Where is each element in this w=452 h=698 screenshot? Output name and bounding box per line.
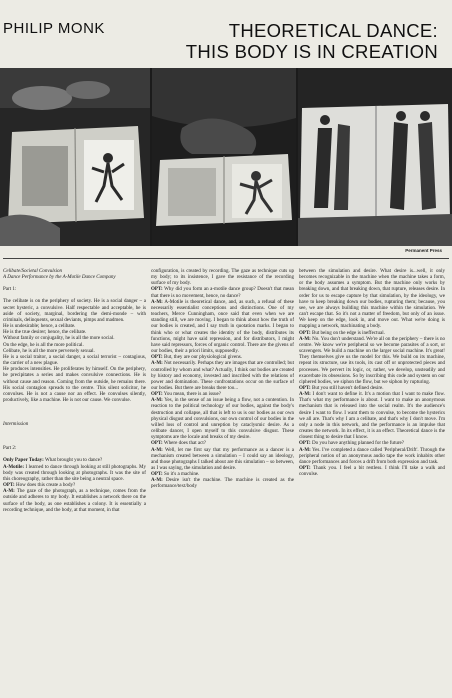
speaker-label: A-M:	[3, 488, 15, 495]
article-subtitle: Celibate/Societal Convulsion	[3, 268, 63, 274]
title-line-1: THEORETICAL DANCE:	[228, 20, 438, 41]
speaker-text: What brought you to dance?	[43, 457, 103, 464]
divider-rule	[3, 258, 449, 259]
photo-book-dancers-3	[298, 68, 452, 246]
body-paragraph: He is the true desirer; hence, the celibate.	[3, 329, 87, 336]
speaker-label: OPT:	[299, 465, 311, 471]
interview-exchange	[299, 336, 445, 385]
paragraph-gap	[3, 427, 146, 445]
photo-credit: Permanent Press	[405, 248, 442, 253]
speaker-label: OPT:	[151, 471, 163, 478]
speaker-label: A-M:	[151, 360, 163, 367]
speaker-label: A-M:	[299, 391, 311, 398]
speaker-text: But, they are our physiological givens.	[162, 354, 243, 361]
speaker-text: A-Motile is theoretical dance, and, as such, a refusal of these necessarily essentialist conceptions and distinctions. One of my teachers, Merce Cunningham, once said that even when we are standing still, we are moving. I began to think about how the truth of our bodies is created, and I say truth in quotation marks. I began to think who or what creates the identity of the body, distributes its functions, might have said repression, and for distributors, I might have said repressors, forces of organic control. There are the givens of our bodies, their a priori limits, supposedly.	[151, 298, 294, 355]
title-line-2: THIS BODY IS IN CREATION	[185, 41, 438, 62]
section-heading: Intermission	[3, 421, 29, 428]
paragraph-gap	[3, 403, 146, 421]
speaker-text: You mean, there is an issue?	[162, 391, 221, 398]
speaker-label: A-M:	[151, 446, 163, 453]
interview-exchange	[151, 286, 294, 298]
interview-exchange	[151, 447, 294, 472]
body-paragraph: Part 1:	[3, 286, 17, 293]
interview-exchange	[151, 360, 294, 391]
article-column-3	[299, 268, 445, 694]
body-paragraph: between the simulation and desire. What desire is...well, it only becomes recognizable in the machine when the machine takes a form, or the body assumes a symptom. But the machine only works by breaking down, and that breaking down, that rupture, releases desire. In order for us to escape capture by that simulation, by the ideology, we have to keep breaking down our bodies, rupturing them; because, you see, we are always building this machine within the simulation. We can't escape that. So it's not a matter of freedom, but only of an issue. We keep on the edge, look in, and move out. What we're doing is mapping a network, machinating a body.	[299, 268, 445, 330]
body-paragraph: He is undesirable; hence, a celibate.	[3, 323, 76, 330]
body-paragraph: He is a social traitor, a social danger, a social terrorist – contagious, the carrier of a new plague.	[3, 353, 146, 367]
speaker-label: OPT:	[151, 391, 163, 398]
speaker-text: I learned to dance through looking at still photographs. My body was created through looking at photographs. It was the site of this choreography, rather than the site being a neutral space.	[3, 463, 146, 482]
article-column-1	[3, 268, 146, 694]
speaker-text: Where does that act?	[162, 440, 207, 447]
interview-exchange	[299, 391, 445, 440]
speaker-label: A-M:	[151, 298, 163, 305]
speaker-text: Desire isn't the machine. The machine is created as the performance/text/body	[151, 477, 294, 490]
speaker-label: A-Motile:	[3, 463, 25, 470]
speaker-text: The gaze of the photograph, as a technique, comes from the outside and adheres to my body. It establishes a network there on the surface of the body, as one establishes a colony. It is essentially a recording technique, and the body, at that moment, in that	[3, 488, 146, 513]
article-subtitle: A Dance Performance by the A-Motile Dance Company	[3, 274, 116, 281]
speaker-label: A-M:	[299, 335, 311, 342]
body-paragraph: configuration, is created by recording. The gaze as technique cuts up my body; to its insistence, I gave the resistance of the recording surface of my body.	[151, 268, 294, 287]
article-title	[178, 20, 438, 62]
photo-strip	[0, 68, 452, 246]
speaker-text: Do you have anything planned for the future?	[310, 440, 405, 447]
speaker-label: OPT:	[299, 384, 311, 391]
interview-exchange	[3, 464, 146, 482]
body-paragraph: Celibate, he is all the more perversely sexual.	[3, 347, 95, 354]
speaker-text: Not necessarily. Perhaps they are images that are controlled; but controlled by whom and what? Actually, I think our bodies are created by history and economy, invested and inscribed with the relations of power and domination. These confrontations occur on the surface of our bodies. But there are breaks there too...	[151, 360, 294, 391]
speaker-label: A-M:	[151, 477, 163, 484]
photo-book-dancer-1	[0, 68, 150, 246]
speaker-label: A-M:	[299, 446, 311, 453]
body-paragraph: The celibate is on the periphery of society. He is a social danger – a secret hysteric, a convulsive. Half respectable and acceptable, he is aside of society, marginal, bordering the demi-monde – with criminals, delinquents, sexual deviants, pimps and madmen.	[3, 298, 146, 323]
interview-exchange	[151, 397, 294, 440]
photo-book-dancer-2	[152, 68, 296, 246]
interview-exchange	[299, 465, 445, 477]
interview-exchange	[3, 488, 146, 513]
speaker-text: Well, let me first say that my performance as a dancer is a mechanism created between a simulation – I could say an ideology, and those photographs I talked about are this simulation – so between, as I was saying, the simulation and desire.	[151, 446, 294, 471]
speaker-text: No. You don't understand. We're all on the periphery – there is no centre. We know we're peripheral so we become parasites of a sort, or scavengers. We build a machine on the larger social machine. It's great! They themselves give us the model for this. We build on its machine, repeat its structure, use its tools, its cast off or unprotected pieces and processes. We pervert its logic, or, rather, we develop, unsteadily and exacerbate its obsessions. So by inscribing this code and system on our ciphered bodies, we siphon the flow, but we siphon by rupturing.	[299, 335, 445, 385]
body-paragraph: Without family or conjugality, he is all the more social.	[3, 335, 115, 342]
speaker-text: How does this create a body?	[14, 482, 76, 489]
speaker-label: OPT:	[3, 482, 15, 489]
speaker-text: Yes, in the sense of an issue being a flow, not a contention. In reaction to the political technology of our bodies, against the body's destruction and collapse, all that is left to us is our bodies as our own physical disgust and convulsions, our own control of our bodies in the willed loss of control and unreption by cataclysmic desire. As a celibate dancer, I open myself to this convulsive disgust. These symptoms are the locale and breaks of my desire.	[151, 397, 294, 441]
speaker-text: But you still haven't defined desire.	[310, 384, 384, 391]
speaker-label: OPT:	[151, 354, 163, 361]
speaker-label: OPT:	[151, 286, 163, 293]
speaker-label: Only Paper Today:	[3, 457, 44, 464]
speaker-label: OPT:	[299, 440, 311, 447]
speaker-text: Yes. I've completed a dance called 'Peripheral/Drift'. Through the peripheral notion of an anonymous audio tape the work inhabits other dance performances and forces a drift from both expression and task.	[299, 446, 445, 465]
speaker-label: OPT:	[151, 440, 163, 447]
article-column-2	[151, 268, 294, 694]
speaker-text: Thank you. I feel a bit restless. I think I'll take a walk and convulse.	[299, 465, 445, 478]
speaker-text: I don't want to define it. It's a motion that I want to make flow. That's what my performance is about. I want to make an anonymous mechanism that is released into the social realm. It's the audience's desire I want to flow. I want them to convulse, to become the hysterics we all are. That's why I am a celibate, and that's why I don't move. I'm only a node in this network, and the performance is an impulse that creates the network. In its effect, it is an effect. Theoretical dance is the closest thing to desire that I know.	[299, 391, 445, 441]
speaker-text: So it's a machine.	[162, 471, 200, 478]
body-paragraph: Part 2:	[3, 445, 17, 452]
speaker-text: But being on the edge is ineffectual.	[310, 329, 385, 336]
speaker-text: Why did you form an a-motile dance group? Doesn't that mean that there is no movement, hence, no dance?	[151, 286, 294, 299]
speaker-label: A-M:	[151, 397, 163, 404]
interview-exchange	[299, 447, 445, 465]
interview-exchange	[151, 299, 294, 354]
interview-exchange	[151, 477, 294, 489]
body-paragraph: On the edge, he is all the more political.	[3, 341, 84, 348]
speaker-label: OPT:	[299, 329, 311, 336]
author-name: PHILIP MONK	[3, 20, 105, 37]
body-paragraph: He produces intensities. He proliferates by himself. On the periphery, he precipitates a series and makes convulsive connections. He is without cause and reason. Coming from the outside, he remains there. His social contagion spreads to the centre. This silent solicitor, he convulses. He is not a cause nor an effect. He convulses silently, productively, like a machine. He is not our cause. We convulse.	[3, 366, 146, 403]
